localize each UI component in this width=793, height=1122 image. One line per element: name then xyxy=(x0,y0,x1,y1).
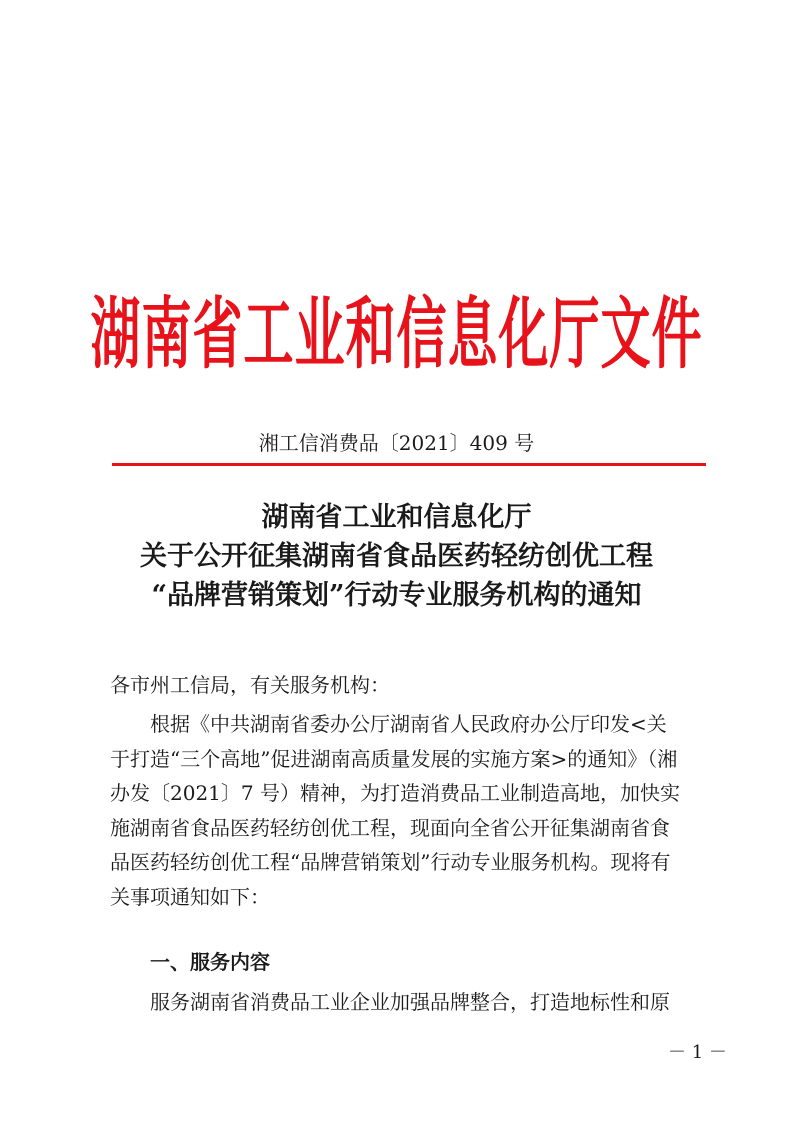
notice-title-line: 湖南省工业和信息化厅 xyxy=(261,502,532,533)
section-paragraph: 服务湖南省消费品工业企业加强品牌整合，打造地标性和原 xyxy=(150,990,670,1014)
section-heading: 一、服务内容 xyxy=(150,950,270,974)
page-number: － 1 － xyxy=(668,1042,727,1063)
agency-document-header: 湖南省工业和信息化厅文件 xyxy=(90,287,703,379)
document-number: 湘工信消费品〔2021〕409 号 xyxy=(258,431,535,455)
notice-title xyxy=(0,498,793,615)
paragraph-line: 施湖南省食品医药轻纺创优工程，现面向全省公开征集湖南省食 xyxy=(110,815,670,840)
paragraph-1 xyxy=(110,707,710,914)
paragraph-line: 于打造“三个高地”促进湖南高质量发展的实施方案>的通知》（湘 xyxy=(110,746,678,771)
red-separator-line xyxy=(112,463,706,466)
paragraph-line: 关事项通知如下： xyxy=(110,884,270,909)
notice-title-line: “品牌营销策划”行动专业服务机构的通知 xyxy=(151,580,642,611)
salutation: 各市州工信局，有关服务机构： xyxy=(110,673,390,697)
paragraph-line: 品医药轻纺创优工程“品牌营销策划”行动专业服务机构。现将有 xyxy=(110,850,671,874)
notice-title-line: 关于公开征集湖南省食品医药轻纺创优工程 xyxy=(140,541,653,572)
paragraph-line: 根据《中共湖南省委办公厅湖南省人民政府办公厅印发<关 xyxy=(150,712,667,736)
paragraph-line: 办发〔2021〕7 号）精神，为打造消费品工业制造高地，加快实 xyxy=(110,781,680,805)
